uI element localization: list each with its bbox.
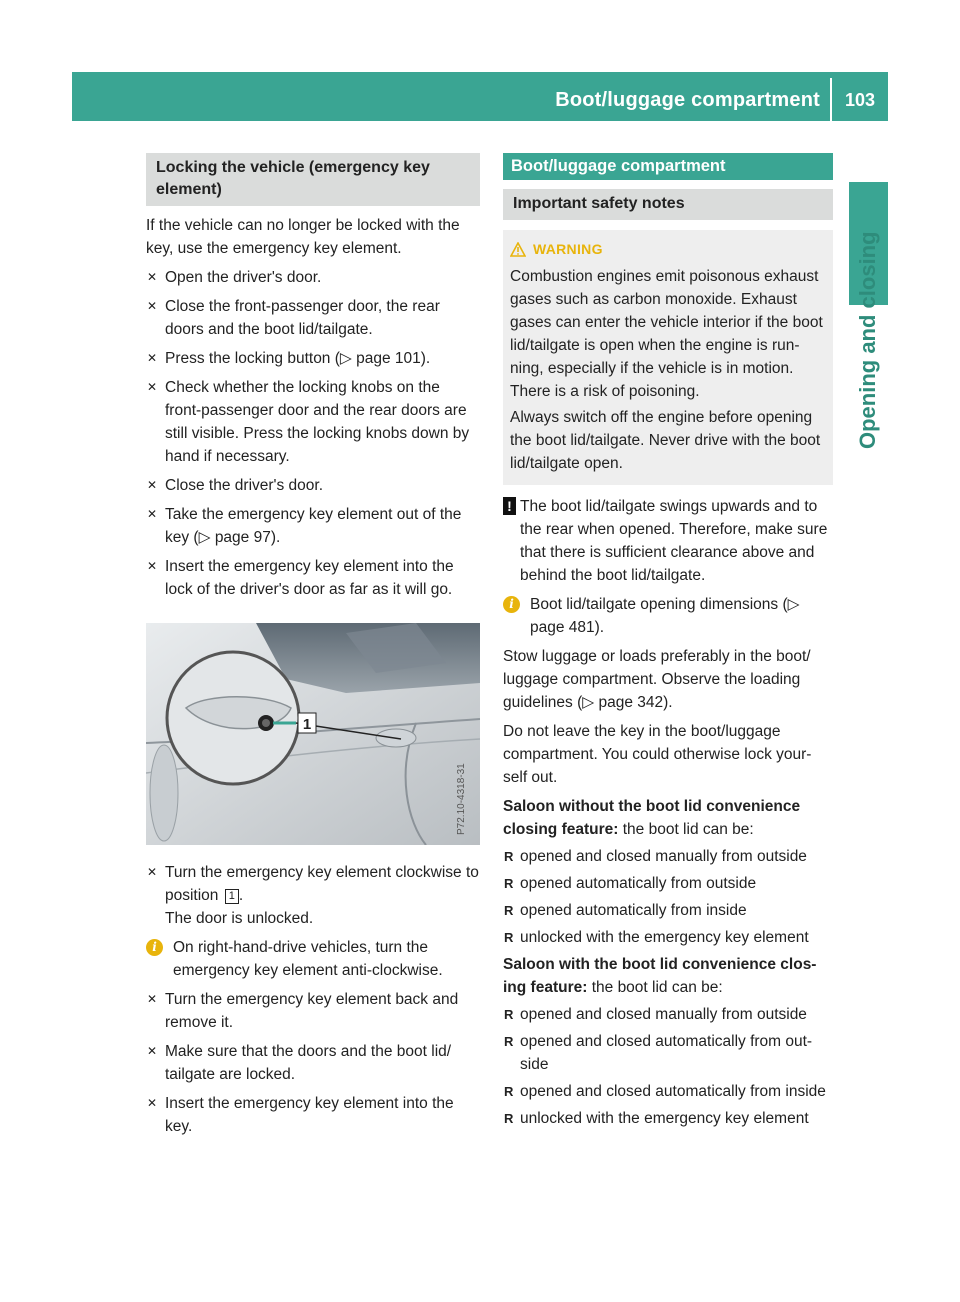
step-text: Insert the emergency key element into the lock of the driver's door as far as it will go.: [165, 558, 454, 598]
bullet-r-icon: R: [504, 1034, 514, 1049]
header-title: Boot/luggage compartment: [555, 89, 820, 111]
step-item: [146, 266, 480, 289]
key-paragraph: Do not leave the key in the boot/luggage compartment. You could otherwise lock your- self out.: [503, 723, 812, 786]
step-arrow-icon: ✕: [147, 1096, 158, 1110]
saloon-without-intro: [503, 795, 833, 841]
list-item-text: opened and closed manually from outside: [520, 848, 807, 865]
saloon-without-label: Saloon without the boot lid convenience closing feature:: [503, 798, 801, 838]
warning-paragraph: Always switch off the engine before opening the boot lid/tailgate. Never drive with the boot lid/tailgate open.: [510, 409, 821, 472]
step-item-turn: [146, 861, 480, 930]
list-item: [503, 1107, 833, 1130]
step-item: [146, 555, 480, 601]
bullet-r-icon: R: [504, 903, 514, 918]
list-item-text: unlocked with the emergency key element: [520, 1110, 809, 1127]
position-label: 1: [225, 889, 239, 904]
step-text: Make sure that the doors and the boot lid/ tailgate are locked.: [165, 1043, 452, 1083]
door-lock-photo: [146, 623, 480, 845]
steps-list-a: [146, 266, 480, 601]
warning-header: [510, 238, 826, 261]
saloon-with-rest: the boot lid can be:: [587, 979, 723, 996]
list-item: [503, 899, 833, 922]
step-text: Take the emergency key element out of the key (▷ page 97).: [165, 506, 462, 546]
figure-code: P72.10-4318-31: [456, 763, 467, 835]
saloon-with-label: Saloon with the boot lid convenience clos- ing feature:: [503, 956, 817, 996]
left-column: [146, 153, 480, 1144]
step-item: [146, 347, 480, 370]
exclamation-icon: !: [503, 497, 516, 515]
list-item-text: opened and closed automatically from inside: [520, 1083, 826, 1100]
step-arrow-icon: ✕: [147, 865, 158, 879]
warning-paragraph: Combustion engines emit poisonous exhaust gases such as carbon monoxide. Exhaust gases can enter the vehicle interior if the boot lid/tailgate is open when the engine is run- ning, especially if the vehicle is in motion. There is a risk of poisoning.: [510, 268, 823, 400]
step-item: [146, 1040, 480, 1086]
warning-triangle-icon: [510, 242, 526, 257]
step-item: [146, 503, 480, 549]
step-arrow-icon: ✕: [147, 299, 158, 313]
intro-text: If the vehicle can no longer be locked with the key, use the emergency key element.: [146, 217, 460, 257]
stow-paragraph: Stow luggage or loads preferably in the boot/ luggage compartment. Observe the loading guidelines (▷ page 342).: [503, 648, 811, 711]
list-item-text: unlocked with the emergency key element: [520, 929, 809, 946]
bullet-r-icon: R: [504, 930, 514, 945]
header-bar: [72, 72, 888, 121]
step-arrow-icon: ✕: [147, 380, 158, 394]
step-text-end: .: [238, 887, 244, 904]
header-divider: [830, 78, 832, 121]
list-item-text: opened automatically from inside: [520, 902, 747, 919]
bullet-r-icon: R: [504, 876, 514, 891]
step-item: [146, 988, 480, 1034]
step-item: [146, 474, 480, 497]
step-arrow-icon: ✕: [147, 1044, 158, 1058]
bullet-r-icon: R: [504, 1111, 514, 1126]
step-item: [146, 376, 480, 468]
steps-list-b: [146, 988, 480, 1138]
list-item: [503, 872, 833, 895]
list-item: [503, 845, 833, 868]
step-text: Press the locking button (▷ page 101).: [165, 350, 431, 367]
page-number: 103: [844, 90, 876, 110]
list-item: [503, 1003, 833, 1026]
right-column: [503, 153, 833, 1134]
door-lock-illustration: [146, 623, 480, 845]
list-item-text: opened automatically from outside: [520, 875, 757, 892]
saloon-with-intro: [503, 953, 833, 999]
info-note-dimensions: [503, 593, 833, 639]
step-arrow-icon: ✕: [147, 507, 158, 521]
step-text: Turn the emergency key element clockwise to position: [165, 864, 479, 904]
step-text: Turn the emergency key element back and remove it.: [165, 991, 459, 1031]
caution-note-text: The boot lid/tailgate swings upwards and to the rear when opened. Therefore, make sure that there is sufficient clearance above and behind the boot lid/tailgate.: [520, 498, 828, 584]
step-text: Close the driver's door.: [165, 477, 324, 494]
list-item: [503, 1030, 833, 1076]
step-arrow-icon: ✕: [147, 559, 158, 573]
info-icon: i: [146, 939, 163, 956]
step-item: [146, 1092, 480, 1138]
bullet-r-icon: R: [504, 1007, 514, 1022]
info-note-text: On right-hand-drive vehicles, turn the emergency key element anti-clockwise.: [173, 939, 443, 979]
section-heading-boot: Boot/luggage compartment: [503, 153, 833, 180]
step-text: Open the driver's door.: [165, 269, 322, 286]
step-text: Close the front-passenger door, the rear doors and the boot lid/tailgate.: [165, 298, 440, 338]
step-arrow-icon: ✕: [147, 270, 158, 284]
step-arrow-icon: ✕: [147, 992, 158, 1006]
warning-title: WARNING: [533, 241, 603, 257]
info-icon: i: [503, 596, 520, 613]
chapter-label: Opening and closing: [855, 231, 880, 449]
info-note-text: Boot lid/tailgate opening dimensions (▷ page 481).: [530, 596, 800, 636]
list-item-text: opened and closed automatically from out- side: [520, 1033, 813, 1073]
sub-heading-safety: Important safety notes: [503, 189, 833, 220]
warning-box: [503, 230, 833, 485]
figure-callout: 1: [302, 716, 312, 733]
step-item: [146, 295, 480, 341]
section-heading-locking: Locking the vehicle (emergency key element): [146, 153, 480, 206]
list-item: [503, 926, 833, 949]
info-note: [146, 936, 480, 982]
bullet-r-icon: R: [504, 849, 514, 864]
list-item-text: opened and closed manually from outside: [520, 1006, 807, 1023]
bullet-r-icon: R: [504, 1084, 514, 1099]
step-arrow-icon: ✕: [147, 478, 158, 492]
step-arrow-icon: ✕: [147, 351, 158, 365]
step-text: Check whether the locking knobs on the front-passenger door and the rear doors are still visible. Press the locking knobs down by hand if necessary.: [165, 379, 470, 465]
step-text: Insert the emergency key element into the key.: [165, 1095, 454, 1135]
saloon-without-rest: the boot lid can be:: [618, 821, 754, 838]
list-item: [503, 1080, 833, 1103]
caution-note: [503, 495, 833, 587]
step-result: The door is unlocked.: [165, 910, 314, 927]
